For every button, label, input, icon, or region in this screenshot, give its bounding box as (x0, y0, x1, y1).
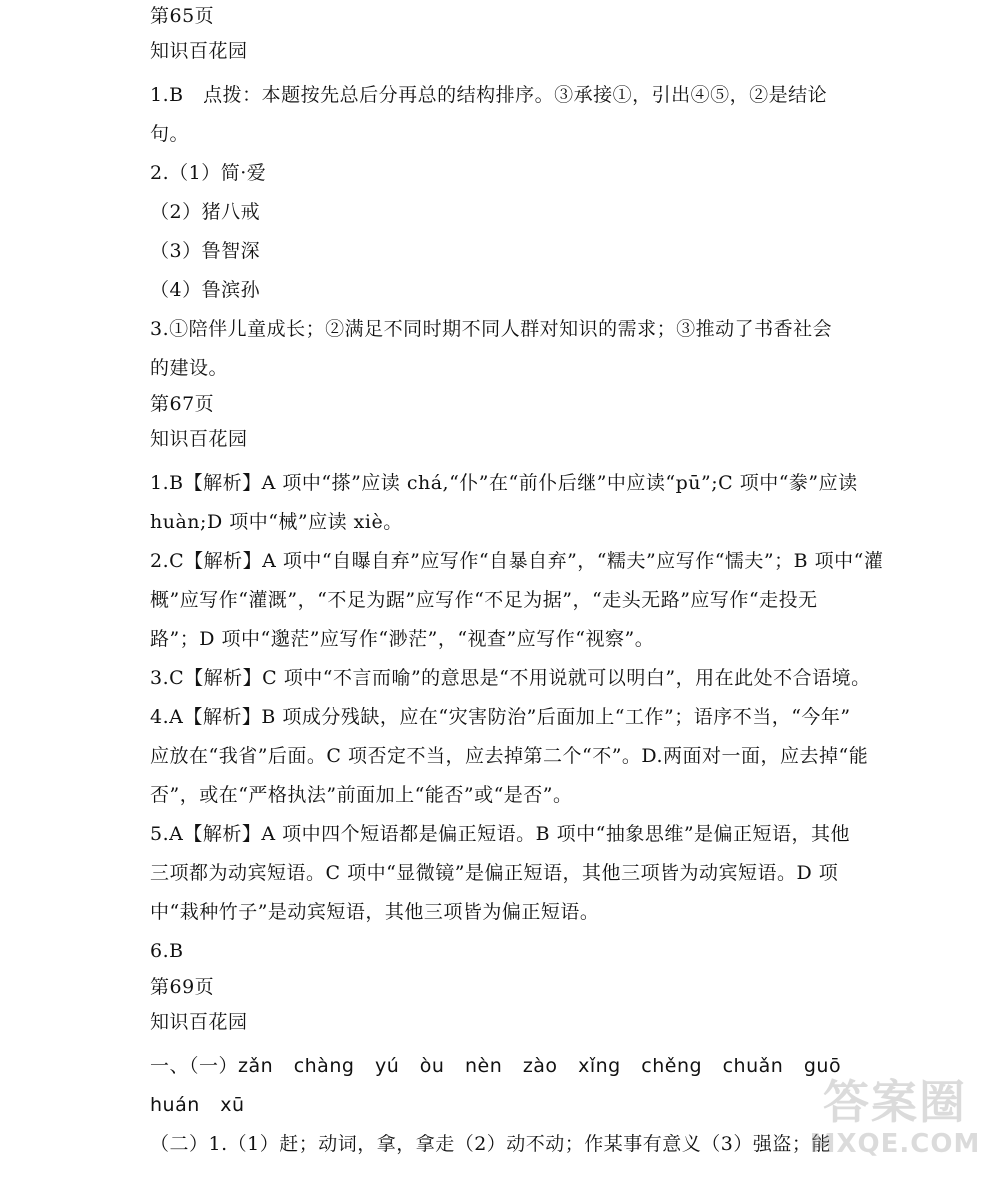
answer-line: （2）猪八戒 (150, 201, 261, 223)
answer-line: （二）1.（1）赶；动词，拿，拿走（2）动不动；作某事有意义（3）强盗；能 (150, 1133, 831, 1155)
answer-line: 2.C【解析】A 项中“自曝自弃”应写作“自暴自弃”，“糯夫”应写作“懦夫”；B 项中“灌 (150, 550, 884, 572)
answer-line: 1.B【解析】A 项中“搽”应读 chá,“仆”在“前仆后继”中应读“pū”;C 项中“豢”应读 (150, 472, 858, 494)
answer-line: 2.（1）简·爱 (150, 162, 267, 184)
answer-line: 否”，或在“严格执法”前面加上“能否”或“是否”。 (150, 784, 573, 806)
answer-line: 路”；D 项中“邈茫”应写作“渺茫”，“视查”应写作“视察”。 (150, 628, 655, 650)
answer-line: 中“栽种竹子”是动宾短语，其他三项皆为偏正短语。 (150, 901, 600, 923)
answer-line: 的建设。 (150, 357, 229, 379)
page-label: 第69页 (150, 976, 215, 998)
section-heading: 知识百花园 (150, 428, 248, 450)
answer-line: 应放在“我省”后面。C 项否定不当，应去掉第二个“不”。D.两面对一面，应去掉“能 (150, 745, 869, 767)
page-label: 第65页 (150, 5, 215, 27)
section-heading: 知识百花园 (150, 1011, 248, 1033)
pinyin-line: huán xū (150, 1094, 245, 1116)
answer-line: 5.A【解析】A 项中四个短语都是偏正短语。B 项中“抽象思维”是偏正短语，其他 (150, 823, 851, 845)
answer-line: （3）鲁智深 (150, 240, 261, 262)
watermark-logo-text: 答案圈 (823, 1075, 967, 1129)
answer-line: 6.B (150, 940, 184, 962)
answer-line: 三项都为动宾短语。C 项中“显微镜”是偏正短语，其他三项皆为动宾短语。D 项 (150, 862, 839, 884)
answer-line: 4.A【解析】B 项成分残缺，应在“灾害防治”后面加上“工作”；语序不当，“今年” (150, 706, 851, 728)
pinyin-line: 一、（一）zǎn chàng yú òu nèn zào xǐng chěng chuǎn guō (150, 1055, 842, 1077)
answer-line: 3.①陪伴儿童成长；②满足不同时期不同人群对知识的需求；③推动了书香社会 (150, 318, 833, 340)
watermark-domain: MXQE.COM (809, 1129, 981, 1159)
answer-line: 句。 (150, 123, 190, 145)
section-heading: 知识百花园 (150, 40, 248, 62)
answer-line: 3.C【解析】C 项中“不言而喻”的意思是“不用说就可以明白”，用在此处不合语境。 (150, 667, 871, 689)
page-label: 第67页 (150, 393, 215, 415)
answer-document (150, 0, 884, 1164)
answer-line: 概”应写作“灌溉”，“不足为踞”应写作“不足为据”，“走头无路”应写作“走投无 (150, 589, 818, 611)
answer-line: 1.B 点拨：本题按先总后分再总的结构排序。③承接①，引出④⑤，②是结论 (150, 84, 828, 106)
answer-line: huàn;D 项中“械”应读 xiè。 (150, 511, 403, 533)
answer-line: （4）鲁滨孙 (150, 279, 261, 301)
